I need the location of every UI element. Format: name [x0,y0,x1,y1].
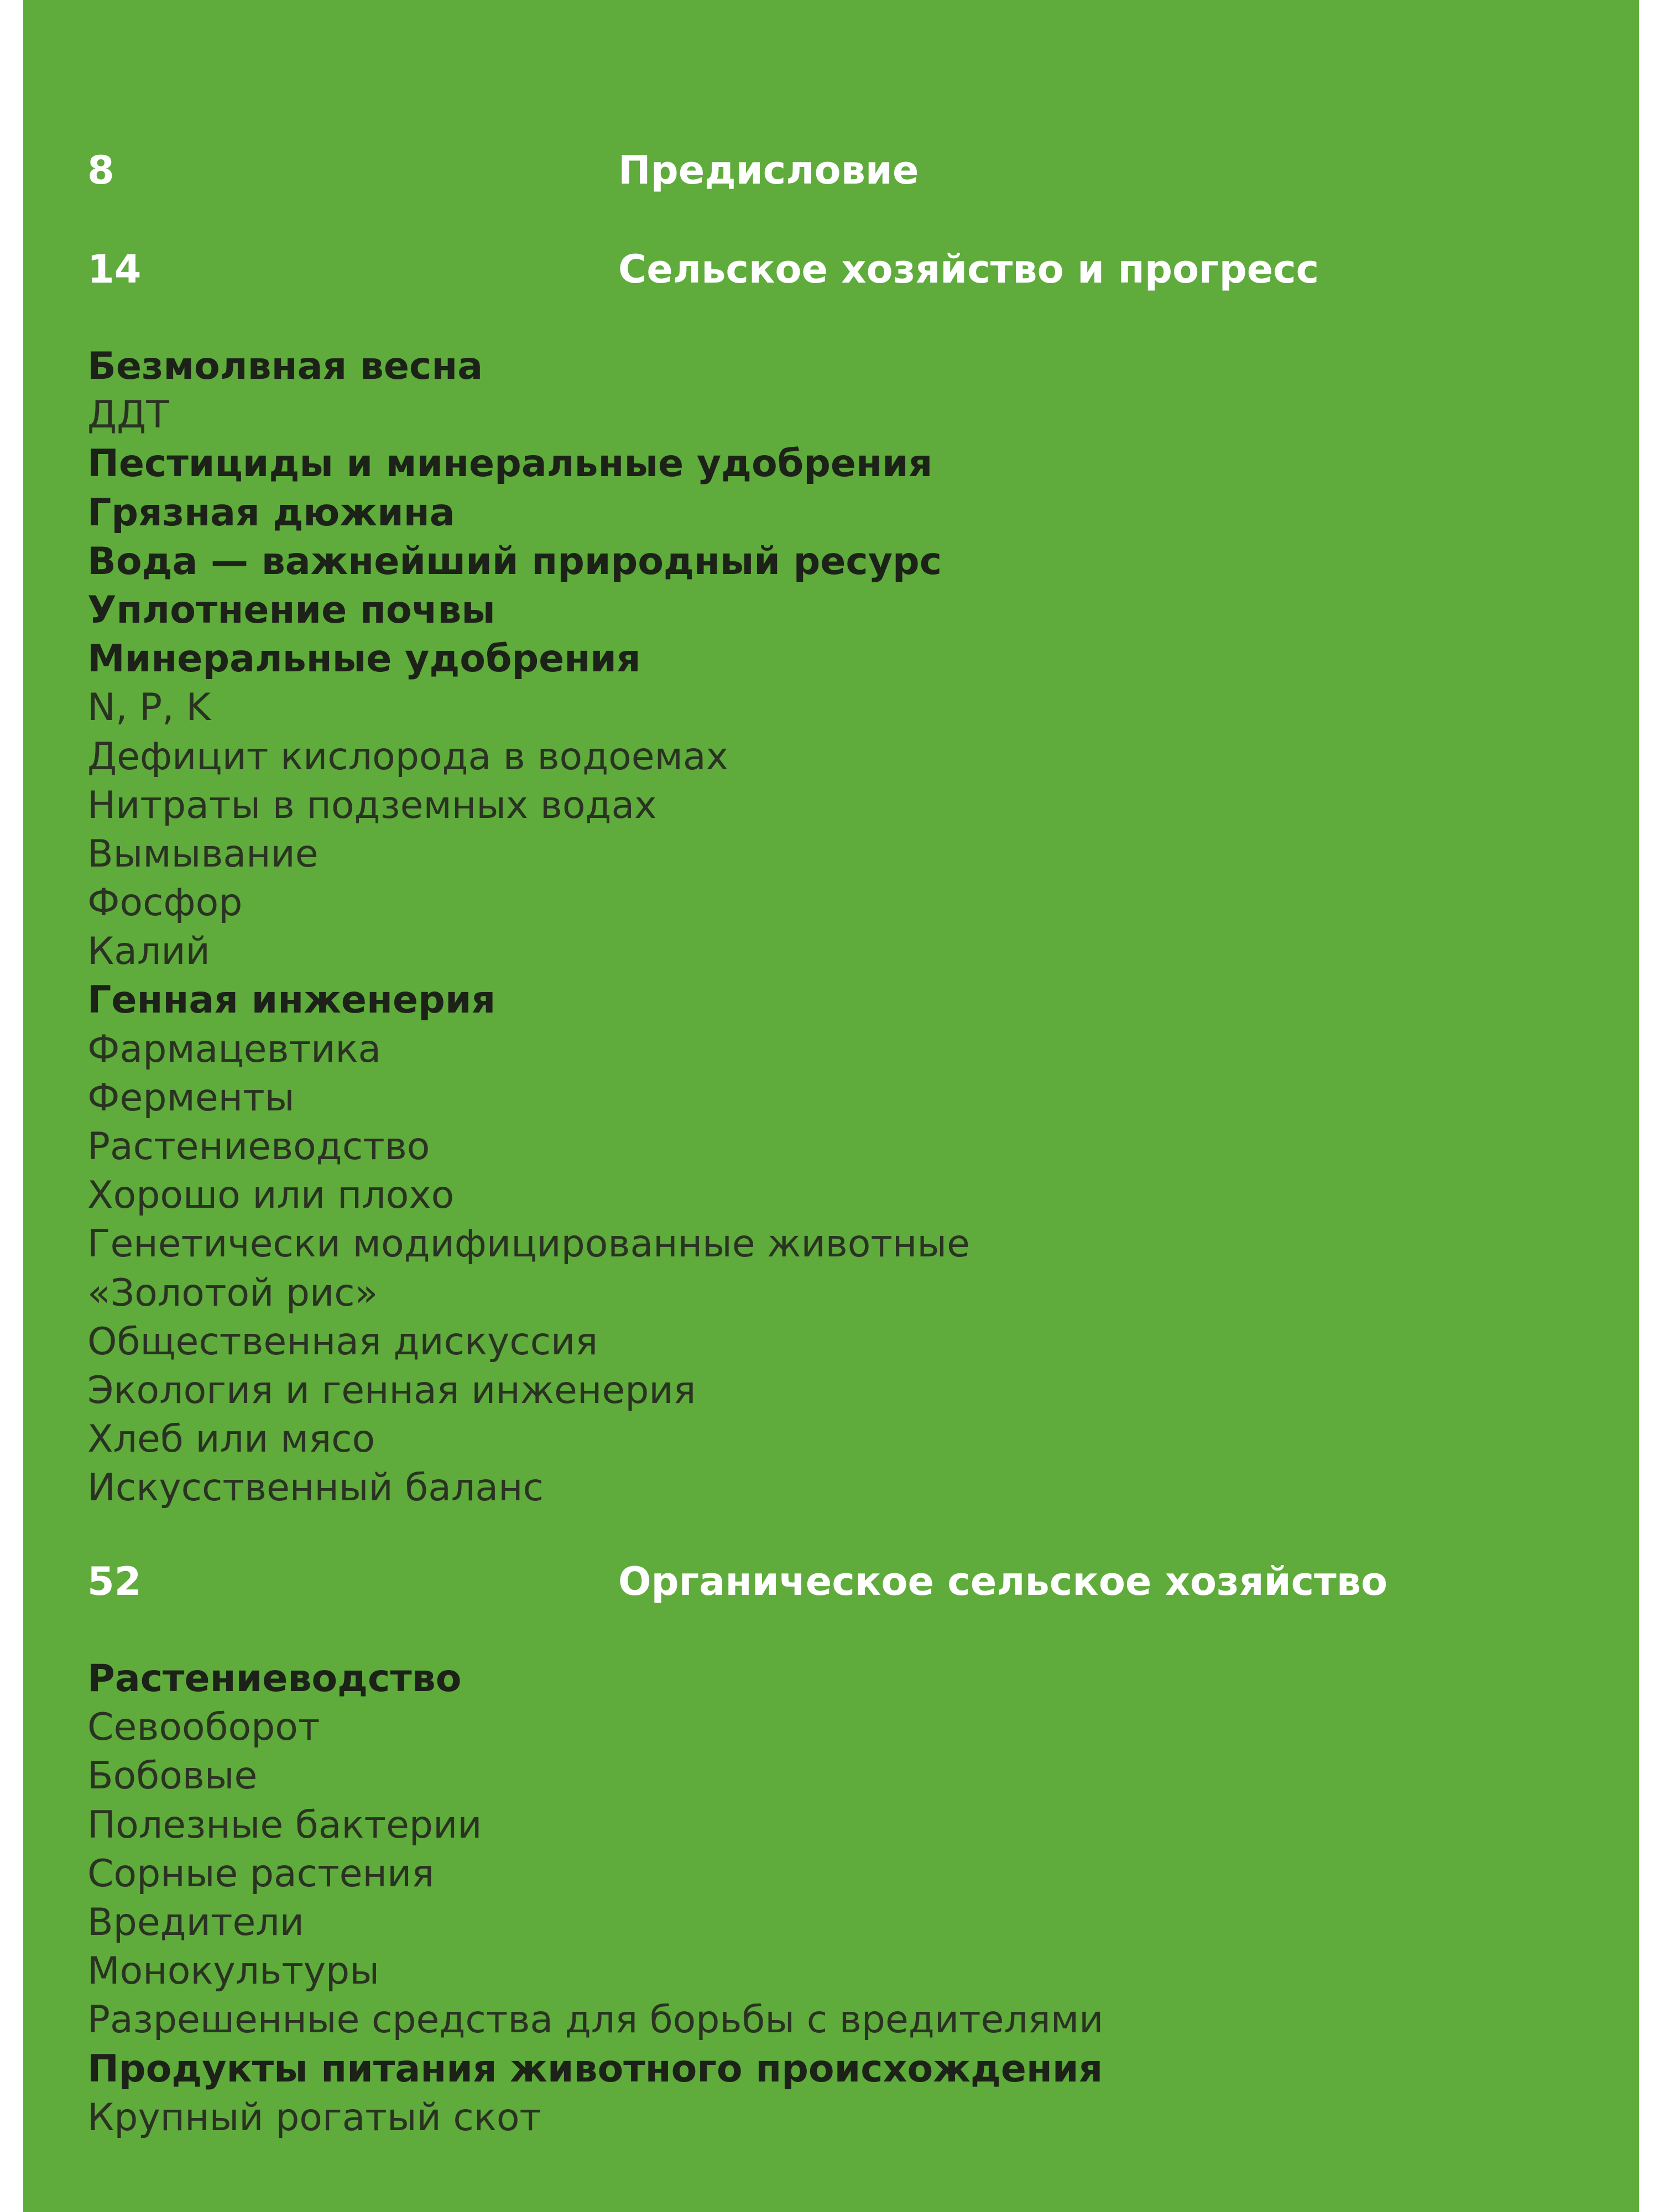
toc-subheading[interactable]: Пестициды и минеральные удобрения [87,442,933,486]
toc-entry[interactable]: Хорошо или плохо [87,1173,455,1218]
chapter-title: Сельское хозяйство и прогресс [618,247,1319,292]
toc-entry[interactable]: Ферменты [87,1076,295,1120]
page-number: 8 [87,148,114,193]
toc-entry[interactable]: Вымывание [87,832,319,876]
toc-section-list [87,1655,1103,2142]
toc-subheading[interactable]: Вода — важнейший природный ресурс [87,539,942,583]
toc-entry[interactable]: Вредители [87,1900,304,1944]
toc-entry[interactable]: Генетически модифицированные животные [87,1222,970,1266]
toc-entry[interactable]: Калий [87,930,210,974]
toc-entry[interactable]: Нитраты в подземных водах [87,783,657,827]
toc-section-list [87,342,970,1513]
toc-entry[interactable]: Дефицит кислорода в водоемах [87,734,728,779]
toc-entry[interactable]: Крупный рогатый скот [87,2095,542,2140]
toc-entry[interactable]: Хлеб или мясо [87,1417,375,1462]
toc-entry[interactable]: Полезные бактерии [87,1803,482,1847]
toc-entry[interactable]: Фосфор [87,881,243,925]
toc-subheading[interactable]: Генная инженерия [87,978,496,1022]
toc-entry[interactable]: ДДТ [87,393,169,437]
toc-entry[interactable]: Сорные растения [87,1851,435,1896]
toc-entry[interactable]: Растениеводство [87,1125,430,1168]
toc-heading-organic-agriculture[interactable] [23,1554,1639,1609]
page-number: 14 [87,247,142,292]
toc-entry[interactable]: Фармацевтика [87,1027,382,1071]
toc-entry[interactable]: Искусственный баланс [87,1466,544,1510]
toc-subheading[interactable]: Уплотнение почвы [87,588,495,632]
toc-entry[interactable]: Севооборот [87,1705,320,1750]
page-number: 52 [87,1559,142,1604]
toc-entry[interactable]: Экология и генная инженерия [87,1368,696,1412]
toc-subheading[interactable]: Растениеводство [87,1657,462,1700]
toc-subheading[interactable]: Продукты питания животного происхождения [87,2047,1103,2091]
toc-entry[interactable]: Общественная дискуссия [87,1319,598,1364]
toc-entry[interactable]: «Золотой рис» [87,1271,378,1315]
toc-entry[interactable]: Монокультуры [87,1949,379,1994]
toc-heading-agriculture-progress[interactable] [23,242,1639,297]
toc-subheading[interactable]: Грязная дюжина [87,491,455,535]
chapter-title: Органическое сельское хозяйство [618,1559,1388,1604]
toc-subheading[interactable]: Минеральные удобрения [87,637,641,681]
toc-page [23,0,1639,2212]
toc-entry[interactable]: Бобовые [87,1754,258,1798]
chapter-title: Предисловие [618,148,919,193]
toc-entry[interactable]: N, P, K [87,686,211,730]
toc-subheading[interactable]: Безмолвная весна [87,345,483,388]
toc-entry[interactable]: Разрешенные средства для борьбы с вредителями [87,1998,1104,2042]
toc-heading-preface[interactable] [23,143,1639,198]
